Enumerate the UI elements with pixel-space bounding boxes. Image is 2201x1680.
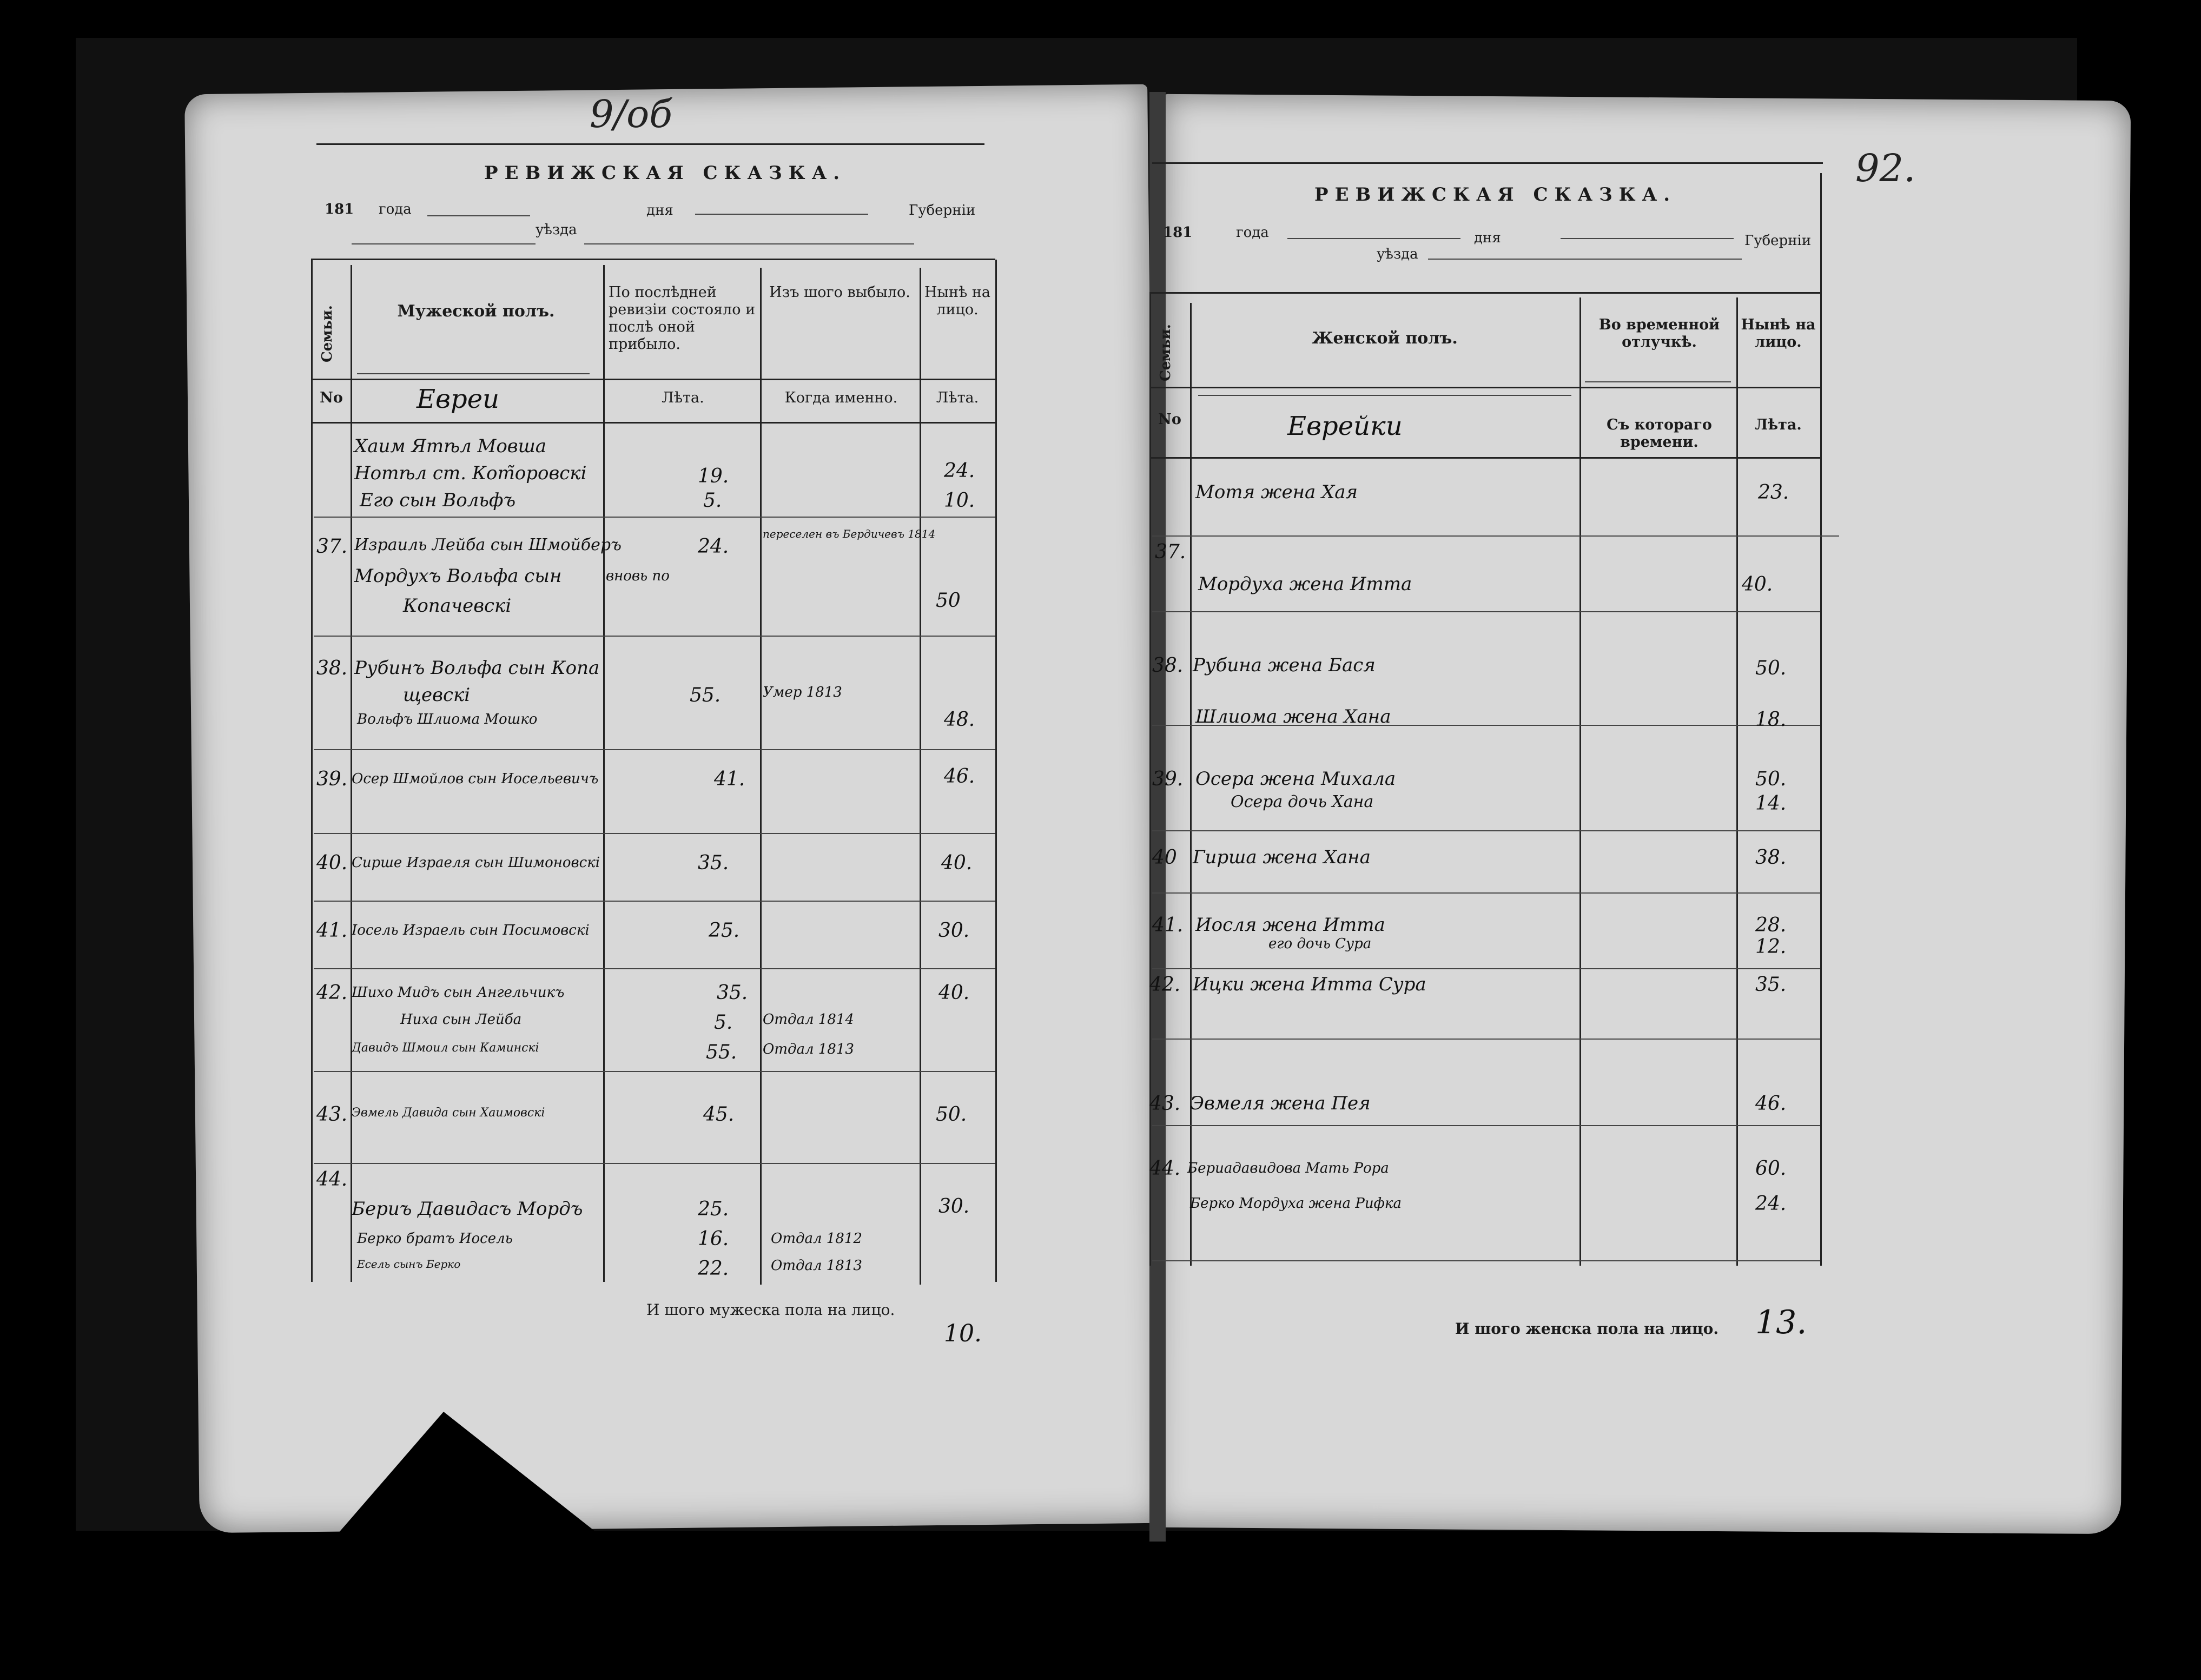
row-name: Иосля жена Итта	[1195, 914, 1385, 936]
row-departed: переселен въ Бердичевъ 1814	[763, 527, 936, 540]
right-page	[1153, 94, 2131, 1534]
row-present: 50	[936, 590, 961, 612]
row-name: Израиль Лейба сын Шмойберъ	[354, 535, 622, 554]
row-age: 35.	[698, 852, 729, 874]
row-name: Мордухъ Вольфа сын	[354, 565, 562, 587]
right-uezd: уѣзда	[1377, 246, 1418, 262]
row-no: 43.	[316, 1103, 348, 1126]
row-present: 35.	[1755, 974, 1787, 996]
left-year-word: года	[379, 201, 412, 217]
left-footer: И шого мужеска пола на лицо.	[646, 1301, 895, 1319]
row-present: 38.	[1755, 846, 1787, 869]
row-age: 5.	[703, 490, 722, 512]
row-age: 19.	[698, 465, 729, 487]
row-present: 14.	[1755, 792, 1787, 815]
row-no: 44.	[316, 1168, 348, 1190]
row-name: щевскі	[403, 684, 471, 706]
row-name: Осера жена Михала	[1195, 768, 1396, 790]
left-day: дня	[646, 202, 673, 219]
right-gubernia: Губерніи	[1744, 233, 1812, 249]
row-age: 41.	[714, 768, 745, 790]
row-name: Рубина жена Бася	[1193, 654, 1376, 676]
row-age: 25.	[698, 1198, 729, 1220]
row-present: 60.	[1755, 1158, 1787, 1180]
row-name: Его сын Вольфъ	[360, 490, 516, 511]
row-no: 44.	[1149, 1158, 1181, 1180]
row-no: 41.	[1152, 914, 1184, 936]
right-footer: И шого женска пола на лицо.	[1455, 1320, 1719, 1338]
row-age: 16.	[698, 1228, 729, 1250]
row-name: Мотя жена Хая	[1195, 481, 1358, 503]
row-name: Вольфъ Шлиома Мошко	[357, 711, 538, 727]
row-name: Гирша жена Хана	[1193, 846, 1371, 868]
right-footer-total: 13.	[1755, 1304, 1807, 1341]
right-col-since: Съ котораго времени.	[1607, 416, 1712, 451]
row-no: 37.	[1155, 541, 1186, 563]
row-name: Берко Мордуха жена Рифка	[1190, 1195, 1402, 1212]
row-no: 42.	[1149, 974, 1181, 996]
row-name: Мордуха жена Итта	[1198, 573, 1412, 595]
row-present: 12.	[1755, 936, 1787, 958]
row-name: Есель сынъ Берко	[357, 1258, 461, 1271]
left-uezd: уѣзда	[536, 222, 577, 238]
row-no: 42.	[316, 982, 348, 1004]
row-departed: Умер 1813	[763, 684, 842, 700]
right-handwritten-header: Еврейки	[1287, 411, 1403, 441]
row-name: Берко братъ Иосель	[357, 1231, 513, 1247]
row-no: 41.	[316, 920, 348, 942]
row-no: 37.	[316, 535, 348, 558]
row-departed: Отдал 1813	[763, 1041, 854, 1057]
row-no: 40.	[316, 852, 348, 874]
row-departed: Отдал 1813	[771, 1258, 862, 1274]
row-name: Бериъ Давидасъ Мордъ	[352, 1198, 583, 1220]
row-present: 28.	[1755, 914, 1787, 936]
row-name: Нотѣл ст. Кот̃оровскі	[354, 462, 587, 484]
row-age: 35.	[717, 982, 748, 1004]
row-present: 50.	[1755, 657, 1787, 679]
right-col-female: Женской полъ.	[1312, 329, 1458, 348]
row-name: Шлиома жена Хана	[1195, 706, 1391, 727]
right-folio: 92.	[1855, 146, 1916, 190]
left-col-male: Мужеской полъ.	[397, 302, 555, 321]
row-present: 40.	[1742, 573, 1773, 596]
left-col-present: Нынѣ на лицо.	[924, 284, 990, 318]
row-departed: Отдал 1812	[771, 1231, 862, 1247]
row-name: Осера дочь Хана	[1231, 792, 1374, 811]
right-col-present-years: Лѣта.	[1755, 416, 1802, 433]
right-col-family: Семьи.	[1158, 324, 1174, 381]
right-col-no: No	[1158, 411, 1181, 428]
row-age: 55.	[706, 1041, 737, 1063]
left-col-last-years: Лѣта.	[662, 389, 704, 406]
row-age: 25.	[709, 920, 740, 942]
left-col-no: No	[320, 389, 343, 406]
left-handwritten-header: Евреи	[417, 384, 500, 414]
left-title: РЕВИЖСКАЯ СКАЗКА.	[484, 162, 847, 184]
row-present: 50.	[1755, 768, 1787, 790]
row-present: 30.	[938, 920, 970, 942]
row-present: 46.	[944, 765, 975, 788]
left-folio: 9/об	[590, 92, 672, 136]
row-no: 39.	[316, 768, 348, 790]
row-present: 24.	[1755, 1193, 1787, 1215]
row-age: 5.	[714, 1011, 733, 1034]
left-col-present-years: Лѣта.	[936, 389, 979, 406]
row-no: 39.	[1152, 768, 1184, 790]
right-day: дня	[1474, 230, 1501, 246]
left-gubernia: Губерніи	[909, 202, 976, 219]
row-name: его дочь Сура	[1268, 936, 1372, 952]
row-name: Шихо Мидъ сын Ангельчикъ	[352, 984, 565, 1001]
row-name: Давидъ Шмоил сын Каминскі	[352, 1041, 539, 1055]
right-col-present: Нынѣ на лицо.	[1741, 316, 1816, 350]
row-present: 30.	[938, 1195, 970, 1218]
row-present: 40.	[941, 852, 973, 874]
row-age: 24.	[698, 535, 729, 558]
left-col-last-revision: По послѣдней ревизіи состояло и послѣ оной прибыло.	[609, 284, 756, 353]
row-present: 40.	[938, 982, 970, 1004]
right-title: РЕВИЖСКАЯ СКАЗКА.	[1314, 184, 1677, 206]
row-name: Іосель Израель сын Посимовскі	[352, 922, 590, 938]
row-name: Бериадавидова Мать Рора	[1187, 1160, 1389, 1176]
row-departed: Отдал 1814	[763, 1011, 854, 1028]
row-no: 38.	[1152, 654, 1184, 677]
row-departed: вновь по	[606, 568, 670, 584]
row-present: 46.	[1755, 1093, 1787, 1115]
row-name: Сирше Израеля сын Шимоновскі	[352, 855, 600, 871]
row-present: 48.	[944, 709, 975, 731]
dark-wedge	[303, 1412, 649, 1574]
row-name: Эвмель Давида сын Хаимовскі	[352, 1106, 545, 1120]
row-name: Хаим Ятѣл Мовша	[354, 435, 547, 457]
left-year: 181	[325, 201, 354, 217]
row-name: Ниха сын Лейба	[400, 1011, 522, 1028]
left-col-departed: Изъ шого выбыло.	[769, 284, 910, 301]
right-col-temp-absence: Во временной отлучкѣ.	[1598, 316, 1720, 350]
row-age: 55.	[690, 684, 721, 706]
left-col-family: Семьи.	[319, 305, 335, 362]
row-name: Ицки жена Итта Сура	[1193, 974, 1426, 995]
row-present: 10.	[944, 490, 975, 512]
row-no: 43.	[1149, 1093, 1181, 1115]
right-year: 181	[1163, 224, 1193, 241]
left-footer-total: 10.	[944, 1320, 982, 1347]
book-gutter	[1149, 92, 1166, 1542]
row-name: Рубинъ Вольфа сын Копа	[354, 657, 600, 679]
left-col-when: Когда именно.	[784, 389, 898, 406]
row-no: 38.	[316, 657, 348, 679]
row-age: 45.	[703, 1103, 735, 1126]
right-year-word: года	[1236, 224, 1269, 241]
row-present: 18.	[1755, 709, 1787, 731]
row-no: 40	[1152, 846, 1177, 869]
row-name: Копачевскі	[403, 595, 512, 617]
row-name: Осер Шмойлов сын Иосельевичъ	[352, 771, 599, 787]
row-present: 24.	[944, 460, 975, 482]
row-present: 23.	[1758, 481, 1789, 504]
row-age: 22.	[698, 1258, 729, 1280]
row-name: Эвмеля жена Пея	[1190, 1093, 1371, 1114]
row-present: 50.	[936, 1103, 967, 1126]
